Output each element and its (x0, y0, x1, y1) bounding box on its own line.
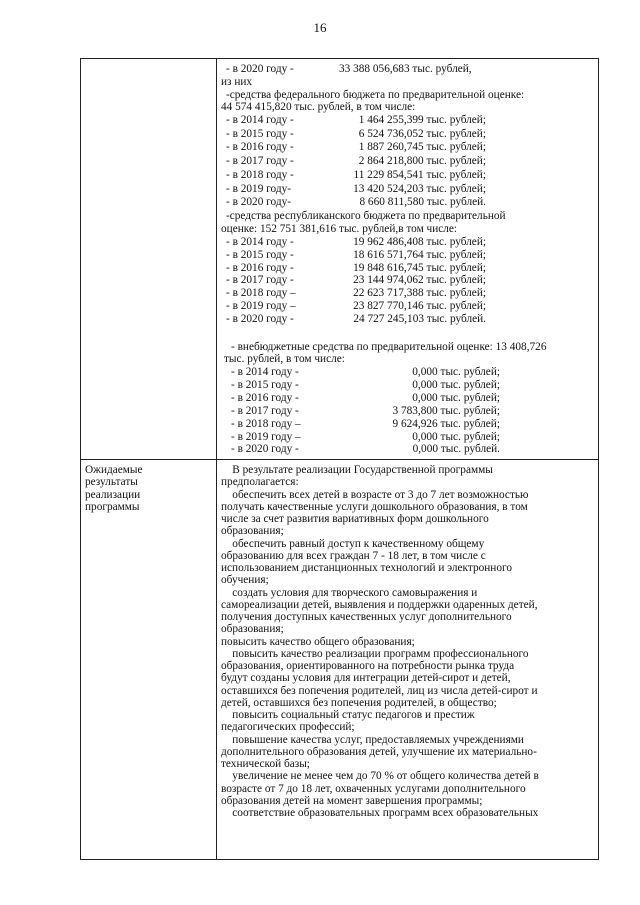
federal-row-year: - в 2018 году - (226, 168, 294, 181)
extra-row-year: - в 2019 году – (231, 430, 301, 443)
federal-intro-1: -средства федерального бюджета по предварительной оценке: (226, 89, 525, 101)
federal-row-amount: 1 887 260,745 тыс. рублей; (358, 141, 486, 154)
results-text-line: соответствие образовательных программ всех образовательных (221, 807, 539, 819)
results-text-line: детей, оставшихся без попечения родителей, в общество; (221, 696, 497, 709)
extra-row-amount: 0,000 тыс. рублей; (412, 378, 500, 391)
federal-row-amount: 1 464 255,399 тыс. рублей; (358, 114, 486, 126)
republic-row-year: - в 2016 году - (226, 261, 294, 274)
republic-intro-1: -средства республиканского бюджета по предварительной (226, 210, 506, 222)
results-text-line: использованием дистанционных технологий и электронного (221, 562, 512, 574)
federal-row-amount: 6 524 736,052 тыс. рублей; (358, 127, 486, 140)
results-text-line: образования детей на момент завершения программы; (221, 794, 483, 807)
extra-row-year: - в 2014 году - (231, 366, 299, 378)
extra-row-year: - в 2018 году – (231, 417, 301, 430)
results-text-line: оставшихся без попечения родителей, лиц из числа детей-сирот и (221, 684, 538, 697)
results-label-line: результаты (85, 476, 138, 489)
federal-row-year: - в 2019 году- (226, 182, 291, 195)
extra-row-amount: 0,000 тыс. рублей; (412, 430, 500, 443)
republic-row-amount: 24 727 245,103 тыс. рублей. (353, 312, 486, 325)
results-text-line: создать условия для творческого самовыражения и (221, 586, 478, 599)
republic-row-year: - в 2014 году - (226, 236, 294, 248)
row-divider (80, 459, 599, 460)
republic-row-amount: 23 144 974,062 тыс. рублей; (353, 274, 486, 287)
results-text-line: дополнительного образования детей, улучшение их материально- (221, 745, 537, 758)
results-label-line: Ожидаемые (85, 464, 143, 476)
republic-row-amount: 22 623 717,388 тыс. рублей; (353, 287, 486, 300)
results-text-line: образования; (221, 623, 284, 636)
federal-row-year: - в 2015 году - (226, 127, 294, 140)
results-text-line: предполагается: (221, 476, 299, 489)
top-line-year: - в 2020 году - (226, 63, 294, 75)
federal-intro-2: 44 574 415,820 тыс. рублей, в том числе: (221, 101, 416, 113)
results-label (85, 464, 210, 513)
extra-row-amount: 3 783,800 тыс. рублей; (392, 404, 500, 417)
extra-row-amount: 0,000 тыс. рублей; (412, 391, 500, 404)
results-text-line: повышение качества услуг, предоставляемых учреждениями (221, 733, 524, 746)
federal-row-amount: 11 229 854,541 тыс. рублей; (353, 168, 486, 181)
results-text-line: повысить качество реализации программ профессионального (221, 647, 529, 660)
results-text-line: возрасте от 7 до 18 лет, охваченных услугами дополнительного (221, 782, 526, 795)
results-label-line: программы (85, 500, 140, 513)
republic-row-amount: 18 616 571,764 тыс. рублей; (353, 248, 486, 261)
republic-row-year: - в 2018 году – (226, 287, 296, 300)
results-text-line: числе за счет развития вариативных форм дошкольного (221, 513, 489, 525)
results-text-line: образования; (221, 525, 284, 538)
federal-row-year: - в 2014 году - (226, 114, 294, 126)
results-label-line: реализации (85, 488, 141, 501)
republic-intro-2: оценке: 152 751 381,616 тыс. рублей,в том числе: (221, 223, 458, 235)
extra-intro-1: - внебюджетные средства по предварительной оценке: 13 408,726 (231, 341, 547, 353)
republic-row-amount: 19 962 486,408 тыс. рублей; (353, 236, 486, 248)
results-text-line: образования, ориентированного на потребности рынка труда (221, 660, 515, 672)
federal-row-year: - в 2017 году - (226, 155, 294, 168)
results-text-line: обеспечить всех детей в возрасте от 3 до 7 лет возможностью (221, 488, 529, 501)
results-text (221, 464, 593, 819)
extra-row-year: - в 2020 году - (231, 443, 299, 456)
results-text-line: повысить качество общего образования; (221, 635, 415, 648)
federal-row-amount: 13 420 524,203 тыс. рублей; (353, 182, 486, 195)
results-text-line: обеспечить равный доступ к качественному общему (221, 537, 485, 550)
results-text-line: образованию для всех граждан 7 - 18 лет, в том числе с (221, 549, 486, 562)
extra-intro-2: тыс. рублей, в том числе: (224, 353, 345, 365)
results-text-line: обучения; (221, 574, 269, 587)
republic-row-year: - в 2019 году – (226, 300, 296, 312)
results-text-line: повысить социальный статус педагогов и престиж (221, 709, 475, 721)
of-which-text: из них (221, 76, 253, 88)
republic-row-year: - в 2015 году - (226, 248, 294, 261)
page-number: 16 (313, 20, 327, 35)
republic-row-year: - в 2020 году - (226, 312, 294, 325)
federal-row-amount: 2 864 218,800 тыс. рублей; (358, 155, 486, 168)
results-text-line: педагогических профессий; (221, 721, 355, 734)
republic-row-amount: 23 827 770,146 тыс. рублей; (353, 300, 486, 312)
republic-row-year: - в 2017 году - (226, 274, 294, 287)
republic-row-amount: 19 848 616,745 тыс. рублей; (353, 261, 486, 274)
top-line-amount: 33 388 056,683 тыс. рублей, (339, 63, 472, 75)
extra-row-amount: 0,000 тыс. рублей; (412, 366, 500, 378)
federal-row-amount: 8 660 811,580 тыс. рублей. (359, 196, 486, 209)
results-text-line: получения доступных качественных услуг дополнительного (221, 611, 512, 623)
extra-row-amount: 0,000 тыс. рублей. (412, 443, 500, 456)
results-text-line: увеличение не менее чем до 70 % от общего количества детей в (221, 770, 539, 783)
results-text-line: технической базы; (221, 758, 310, 770)
federal-row-year: - в 2020 году- (226, 196, 291, 209)
federal-row-year: - в 2016 году - (226, 141, 294, 154)
results-text-line: получать качественные услуги дошкольного образования, в том (221, 500, 528, 513)
extra-row-amount: 9 624,926 тыс. рублей; (392, 417, 500, 430)
extra-row-year: - в 2016 году - (231, 391, 299, 404)
results-text-line: В результате реализации Государственной программы (221, 464, 493, 476)
results-text-line: будут созданы условия для интеграции детей-сирот и детей, (221, 672, 511, 685)
extra-row-year: - в 2015 году - (231, 378, 299, 391)
extra-row-year: - в 2017 году - (231, 404, 299, 417)
results-text-line: самореализации детей, выявления и поддержки одаренных детей, (221, 598, 538, 611)
